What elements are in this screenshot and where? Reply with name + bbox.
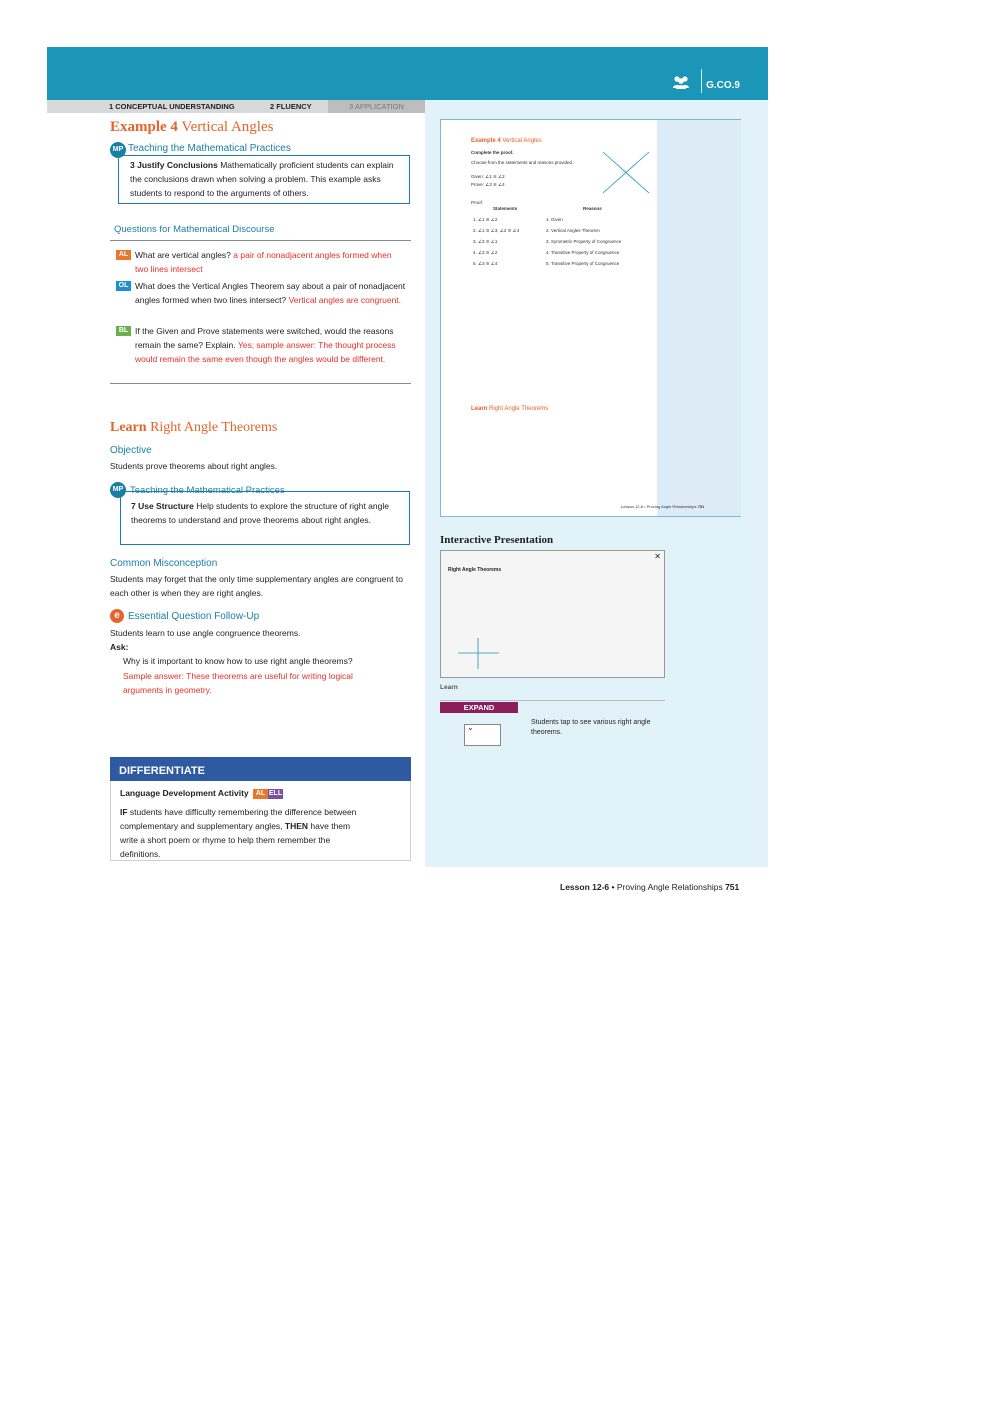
eq-title: Essential Question Follow-Up bbox=[128, 611, 260, 622]
mp-icon: MP bbox=[110, 142, 126, 158]
thumb-text: Given: ∠1 ≅ ∠2 bbox=[471, 174, 505, 179]
thumb-text: Statements bbox=[493, 206, 518, 211]
ask-label: Ask: bbox=[110, 642, 129, 652]
thumb-learn: Learn Right Angle Theorems bbox=[471, 406, 549, 412]
thumb-text: Choose from the statements and reasons provided. bbox=[471, 160, 574, 165]
proof-statement: 1. ∠1 ≅ ∠2 bbox=[473, 217, 498, 222]
objective-title: Objective bbox=[110, 445, 152, 456]
thumb-footer: Lesson 12-6 • Proving Angle Relationships 751 bbox=[621, 504, 705, 509]
proof-statement: 5. ∠3 ≅ ∠4 bbox=[473, 261, 498, 266]
divider bbox=[701, 69, 702, 93]
differentiate-box bbox=[110, 781, 411, 861]
header-bar bbox=[47, 47, 768, 100]
tmp-text-2: 7 Use Structure Help students to explore the structure of right angle theorems to understand and prove theorems about right angles. bbox=[131, 501, 389, 525]
question-ol: OL What does the Vertical Angles Theorem say about a pair of nonadjacent angles formed when two lines intersect? Vertical angles are congruent. bbox=[116, 279, 406, 307]
practice-tabs bbox=[47, 100, 425, 113]
example-heading: Example 4 Vertical Angles bbox=[110, 119, 274, 135]
al-badge: AL bbox=[116, 250, 131, 260]
ell-badge: ELL bbox=[268, 790, 283, 797]
proof-reason: 1. Given bbox=[546, 217, 563, 222]
eq-text: Students learn to use angle congruence theorems. bbox=[110, 628, 301, 638]
tab-fluency[interactable]: 2 FLUENCY bbox=[270, 102, 312, 111]
divider bbox=[440, 700, 665, 701]
misconception-title: Common Misconception bbox=[110, 558, 218, 569]
tap-icon: ⌄ bbox=[464, 724, 501, 746]
interactive-window[interactable] bbox=[440, 550, 665, 678]
interactive-caption: Learn bbox=[440, 684, 458, 691]
tmp-title: Teaching the Mathematical Practices bbox=[128, 143, 291, 154]
ask-question: Why is it important to know how to use right angle theorems? bbox=[123, 656, 353, 666]
thumb-sidebar bbox=[657, 120, 741, 516]
proof-statement: 2. ∠1 ≅ ∠3, ∠2 ≅ ∠4 bbox=[473, 228, 520, 233]
thumb-text: Prove: ∠3 ≅ ∠4 bbox=[471, 182, 505, 187]
misconception-text: Students may forget that the only time supplementary angles are congruent to each other is when they are right angles. bbox=[110, 574, 403, 598]
mp-icon: MP bbox=[110, 482, 126, 498]
thumb-text: Proof: bbox=[471, 200, 484, 205]
group-icon bbox=[672, 75, 690, 89]
tab-application[interactable]: 3 APPLICATION bbox=[349, 102, 404, 111]
al-badge: AL bbox=[253, 789, 268, 799]
question-bl: BL If the Given and Prove statements were switched, would the reasons remain the same? Explain. Yes; sample answer: The thought process would remain the same even though the angles would be different. bbox=[116, 324, 406, 366]
right-angle-figure bbox=[456, 636, 501, 671]
learn-heading: Learn Right Angle Theorems bbox=[110, 420, 278, 435]
proof-reason: 3. Symmetric Property of Congruence bbox=[546, 239, 622, 244]
question-al: AL What are vertical angles? a pair of nonadjacent angles formed when two lines intersect bbox=[116, 248, 406, 276]
interactive-presentation-title: Interactive Presentation bbox=[440, 534, 554, 546]
thumb-text: Complete the proof. bbox=[471, 150, 514, 155]
divider bbox=[110, 383, 411, 384]
essential-question-icon: e bbox=[110, 609, 124, 623]
intersecting-lines-figure bbox=[601, 150, 651, 195]
tmp-text: 3 Justify Conclusions Mathematically proficient students can explain the conclusions drawn when solving a problem. This example asks students to respond to the arguments of others. bbox=[130, 160, 394, 198]
ask-answer: Sample answer: These theorems are useful for writing logical arguments in geometry. bbox=[123, 671, 353, 695]
bl-badge: BL bbox=[116, 326, 131, 336]
thumb-text: Reasons bbox=[583, 206, 602, 211]
thumb-example: Example 4 Vertical Angles bbox=[471, 138, 542, 144]
proof-statement: 3. ∠3 ≅ ∠1 bbox=[473, 239, 498, 244]
page-footer: Lesson 12-6 • Proving Angle Relationships 751 bbox=[560, 882, 740, 892]
divider bbox=[110, 240, 411, 241]
student-page-thumbnail bbox=[440, 119, 741, 517]
activity-text: IF students have difficulty remembering the difference between complementary and supplementary angles, THEN have them write a short poem or rhyme to help them remember the definitions. bbox=[120, 807, 357, 859]
standard-code: G.CO.9 bbox=[706, 80, 740, 91]
proof-reason: 4. Transitive Property of Congruence bbox=[546, 250, 620, 255]
proof-statement: 4. ∠3 ≅ ∠2 bbox=[473, 250, 498, 255]
tab-conceptual[interactable]: 1 CONCEPTUAL UNDERSTANDING bbox=[109, 102, 235, 111]
tmp-title-2: Teaching the Mathematical Practices bbox=[130, 485, 285, 496]
objective-text: Students prove theorems about right angles. bbox=[110, 461, 278, 471]
proof-reason: 2. Vertical Angles Theorem bbox=[546, 228, 600, 233]
differentiate-header: DIFFERENTIATE bbox=[110, 757, 411, 781]
discourse-title: Questions for Mathematical Discourse bbox=[114, 224, 275, 235]
expand-description: Students tap to see various right angle theorems. bbox=[531, 719, 651, 736]
ol-badge: OL bbox=[116, 281, 131, 291]
activity-title: Language Development Activity AL ELL bbox=[120, 788, 283, 798]
expand-button[interactable]: EXPAND bbox=[440, 702, 518, 713]
close-icon[interactable]: ✕ bbox=[654, 552, 661, 561]
proof-reason: 5. Transitive Property of Congruence bbox=[546, 261, 620, 266]
window-title: Right Angle Theorems bbox=[448, 567, 502, 573]
